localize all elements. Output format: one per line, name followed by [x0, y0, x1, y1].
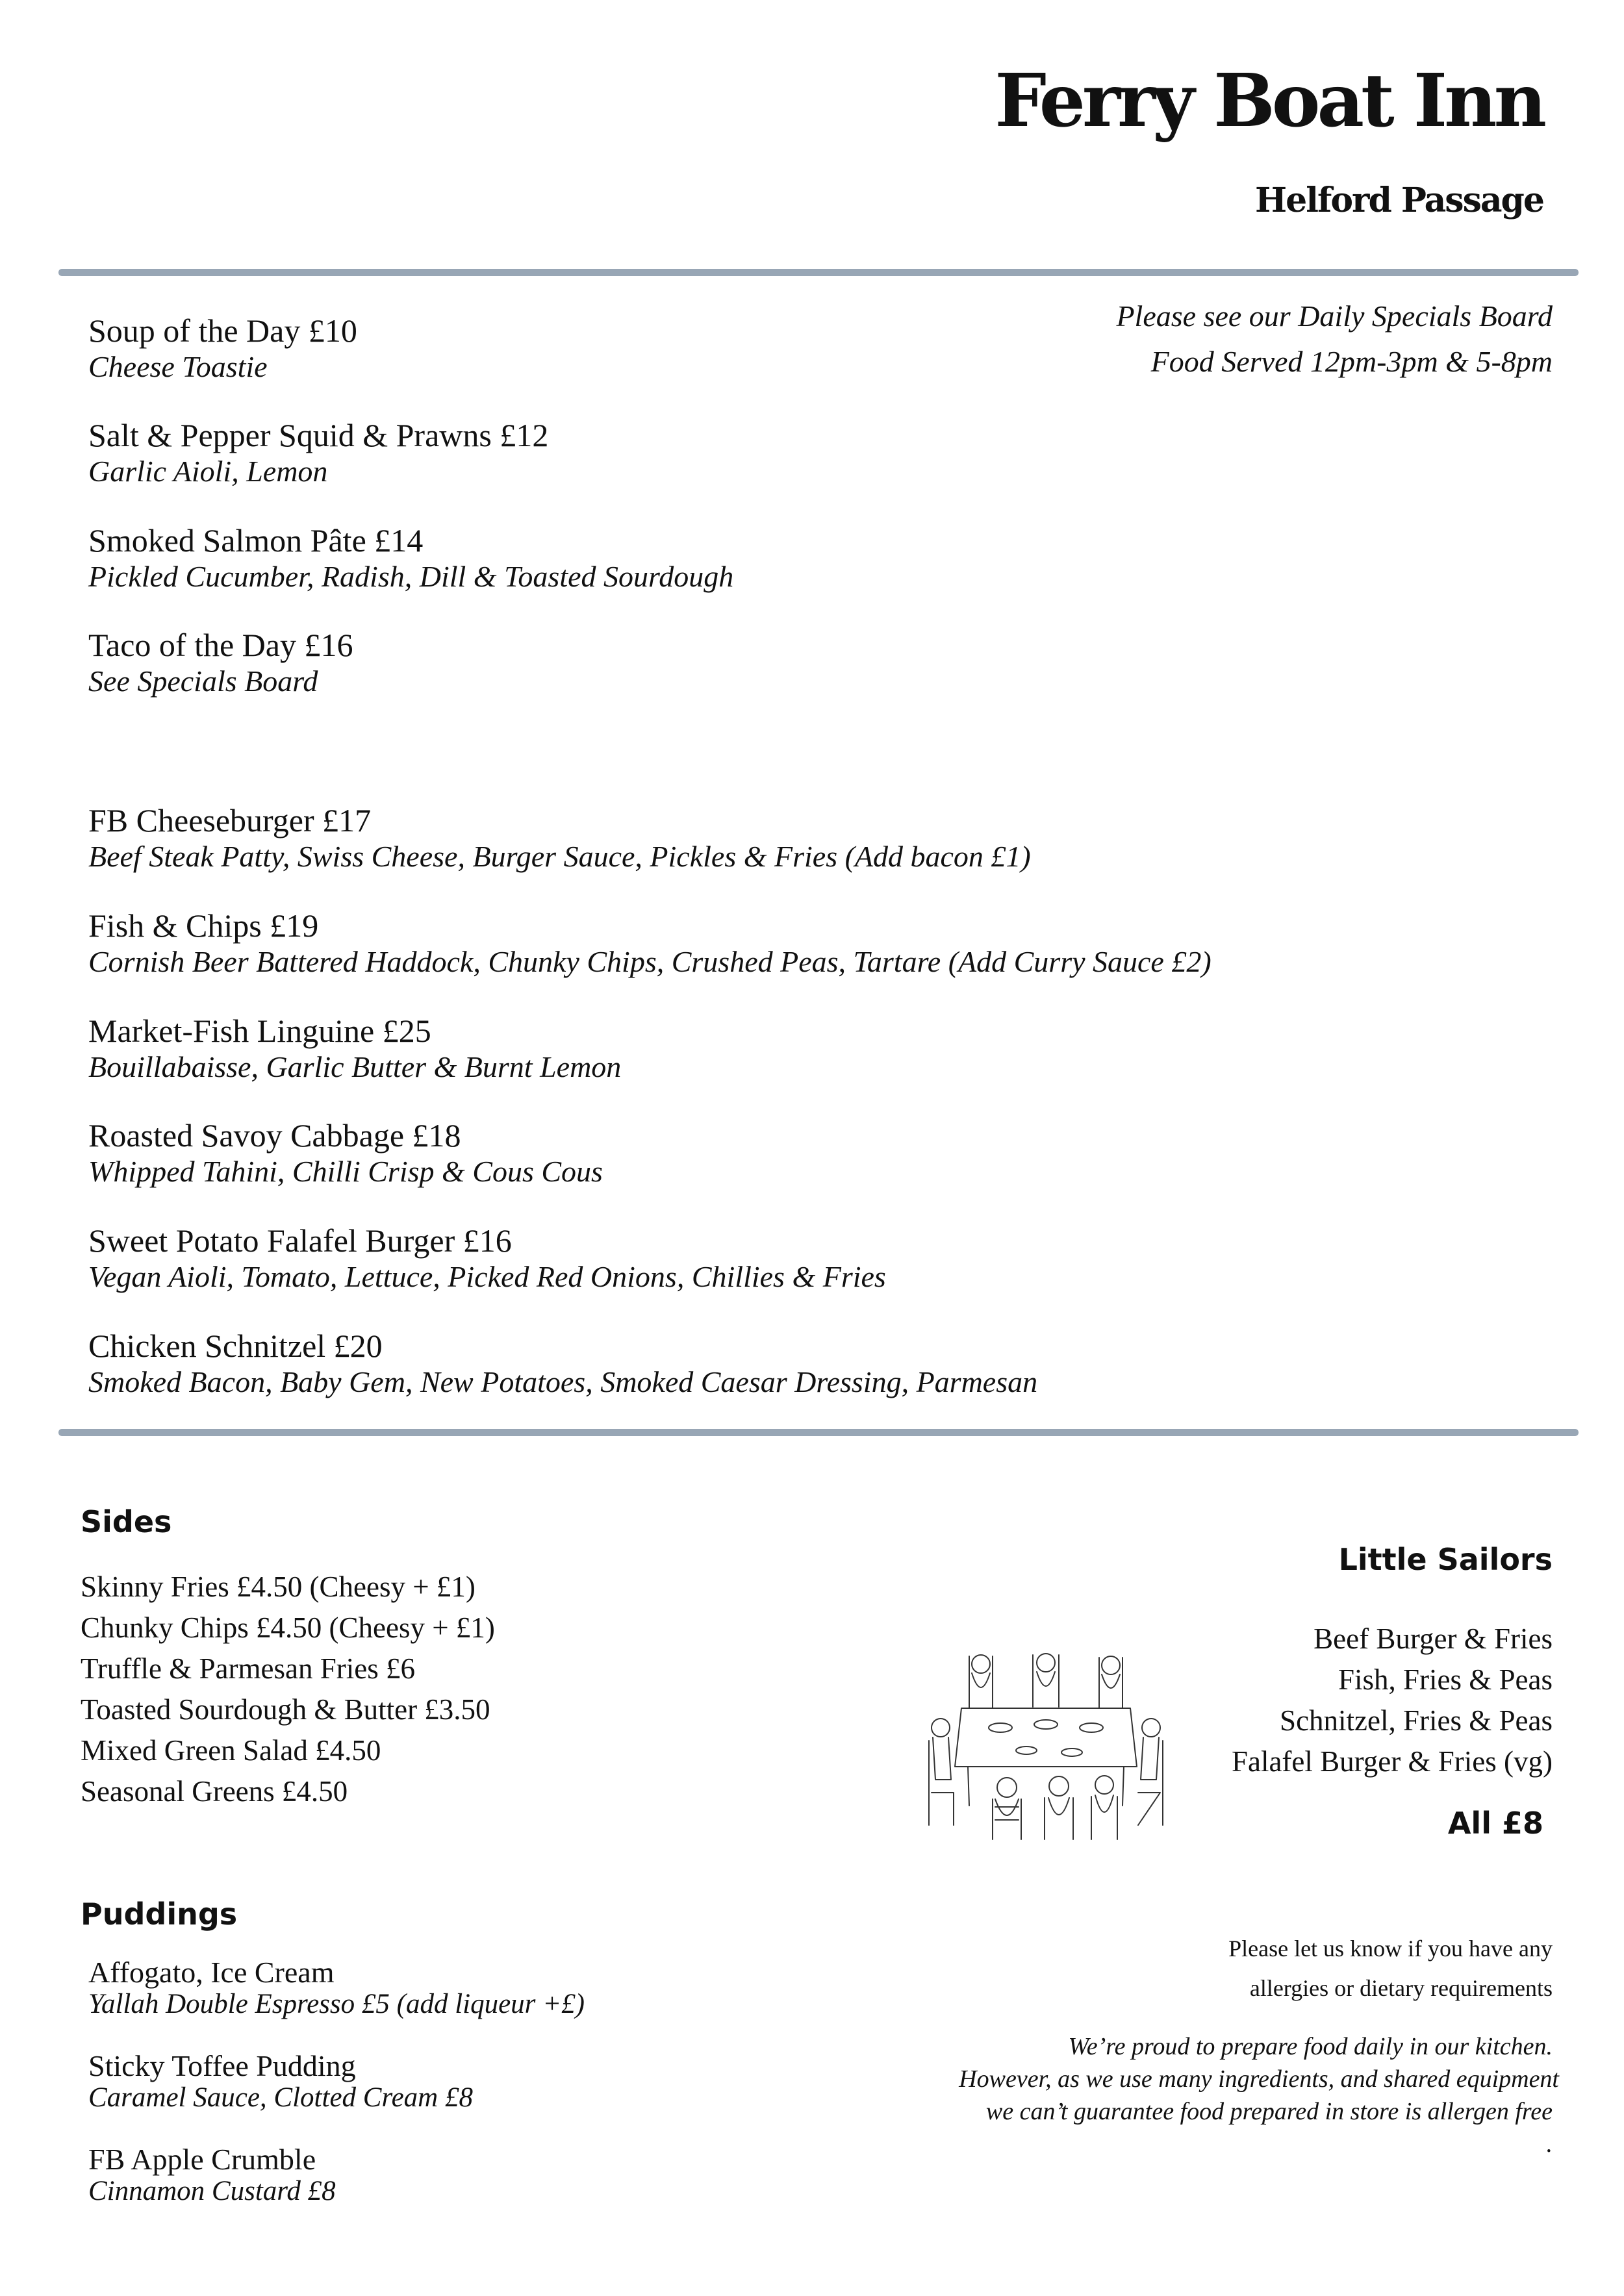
puddings-heading: Puddings [81, 1897, 238, 1932]
menu-item [88, 1224, 886, 1292]
item-name: Chicken Schnitzel £20 [88, 1328, 383, 1364]
allergen-disclaimer [959, 2030, 1559, 2160]
menu-item [88, 524, 733, 592]
menu-item [88, 804, 1031, 872]
item-name: FB Cheeseburger £17 [88, 802, 372, 839]
pudding-item [88, 2145, 336, 2205]
kids-menu-heading: Little Sailors [1338, 1542, 1553, 1577]
side-item: Mixed Green Salad £4.50 [81, 1734, 381, 1767]
family-dinner-table-sketch-icon [922, 1637, 1169, 1845]
disclaimer-line: However, as we use many ingredients, and shared equipment [959, 2065, 1559, 2093]
kids-item: Falafel Burger & Fries (vg) [1231, 1745, 1553, 1778]
item-description: Garlic Aioli, Lemon [88, 455, 328, 488]
sides-list [81, 1567, 495, 1812]
menu-item [88, 909, 1212, 977]
menu-item [88, 1015, 621, 1082]
allergy-line: Please let us know if you have any [1228, 1936, 1553, 1962]
item-name: Affogato, Ice Cream [88, 1956, 335, 1989]
divider-bottom [58, 1429, 1579, 1436]
item-name: Taco of the Day £16 [88, 627, 353, 663]
item-name: Salt & Pepper Squid & Prawns £12 [88, 417, 549, 453]
kids-item: Beef Burger & Fries [1313, 1622, 1553, 1655]
menu-item [88, 629, 353, 696]
allergy-note [1228, 1929, 1553, 2008]
food-hours-note: Food Served 12pm-3pm & 5-8pm [1150, 345, 1553, 378]
side-item: Truffle & Parmesan Fries £6 [81, 1652, 415, 1685]
menu-item [88, 1119, 603, 1187]
side-item: Seasonal Greens £4.50 [81, 1775, 348, 1808]
disclaimer-line: we can’t guarantee food prepared in store is allergen free [985, 2098, 1553, 2125]
item-name: Sticky Toffee Pudding [88, 2049, 356, 2082]
disclaimer-line: We’re proud to prepare food daily in our kitchen. [1068, 2033, 1553, 2060]
item-description: Caramel Sauce, Clotted Cream £8 [88, 2082, 473, 2113]
kids-menu-price: All £8 [1447, 1806, 1543, 1841]
item-description: Cinnamon Custard £8 [88, 2176, 336, 2206]
item-name: Market-Fish Linguine £25 [88, 1013, 431, 1049]
item-name: Sweet Potato Falafel Burger £16 [88, 1222, 512, 1259]
kids-menu-list [1232, 1619, 1553, 1782]
item-name: Roasted Savoy Cabbage £18 [88, 1117, 461, 1154]
item-description: Yallah Double Espresso £5 (add liqueur +£) [88, 1989, 585, 2019]
restaurant-location: Helford Passage [1255, 181, 1543, 220]
item-description: Whipped Tahini, Chilli Crisp & Cous Cous [88, 1155, 603, 1188]
menu-item [88, 1330, 1037, 1397]
pudding-item [88, 1958, 585, 2018]
kids-item: Schnitzel, Fries & Peas [1280, 1704, 1553, 1737]
allergy-line: allergies or dietary requirements [1249, 1975, 1553, 2001]
item-description: See Specials Board [88, 664, 318, 698]
restaurant-name: Ferry Boat Inn [995, 58, 1543, 144]
disclaimer-line: . [1546, 2130, 1553, 2158]
kids-item: Fish, Fries & Peas [1338, 1663, 1553, 1696]
item-name: FB Apple Crumble [88, 2143, 316, 2176]
side-item: Toasted Sourdough & Butter £3.50 [81, 1693, 490, 1726]
item-description: Smoked Bacon, Baby Gem, New Potatoes, Smoked Caesar Dressing, Parmesan [88, 1365, 1038, 1398]
item-description: Beef Steak Patty, Swiss Cheese, Burger Sauce, Pickles & Fries (Add bacon £1) [88, 840, 1031, 873]
side-item: Chunky Chips £4.50 (Cheesy + £1) [81, 1611, 495, 1644]
item-name: Soup of the Day £10 [88, 312, 357, 349]
side-item: Skinny Fries £4.50 (Cheesy + £1) [81, 1571, 476, 1603]
pudding-item [88, 2051, 473, 2112]
item-description: Cheese Toastie [88, 350, 268, 383]
divider-top [58, 269, 1579, 276]
specials-note: Please see our Daily Specials Board [1116, 299, 1553, 333]
menu-item [88, 419, 548, 486]
item-name: Fish & Chips £19 [88, 907, 319, 944]
menu-item [88, 314, 357, 382]
item-name: Smoked Salmon Pâte £14 [88, 522, 424, 559]
item-description: Vegan Aioli, Tomato, Lettuce, Picked Red Onions, Chillies & Fries [88, 1260, 886, 1293]
item-description: Pickled Cucumber, Radish, Dill & Toasted Sourdough [88, 560, 734, 593]
item-description: Bouillabaisse, Garlic Butter & Burnt Lemon [88, 1050, 622, 1083]
item-description: Cornish Beer Battered Haddock, Chunky Chips, Crushed Peas, Tartare (Add Curry Sauce £2) [88, 945, 1212, 978]
sides-heading: Sides [81, 1504, 172, 1539]
